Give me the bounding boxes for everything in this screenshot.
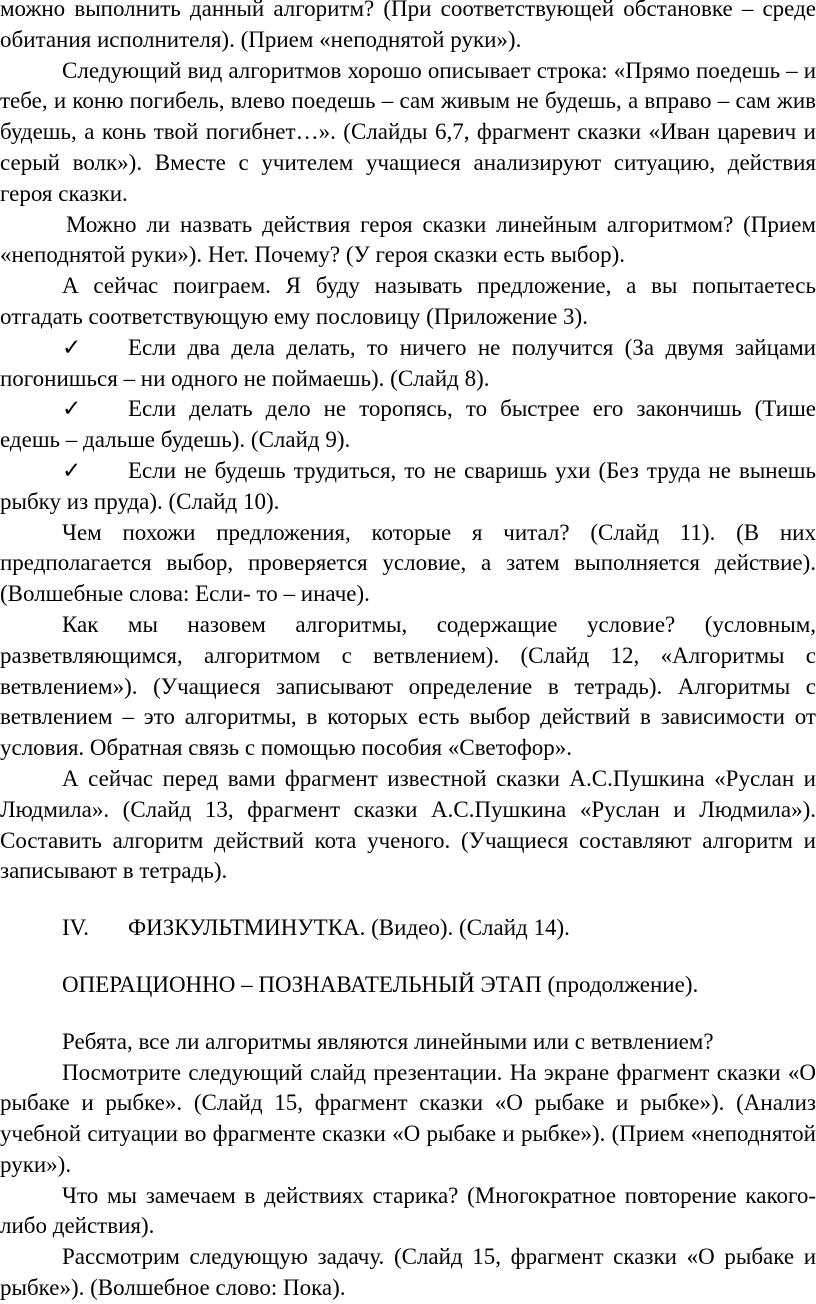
paragraph-old-man: Что мы замечаем в действиях старика? (Многократное повторение какого-либо действия). <box>0 1182 816 1239</box>
paragraph-continuation: можно выполнить данный алгоритм? (При соответствующей обстановке – среде обитания исполнителя). (Прием «неподнятой руки»). <box>0 0 816 52</box>
check-list-item <box>0 394 816 456</box>
checkmark-icon: ✓ <box>62 396 82 422</box>
spacer <box>0 887 816 913</box>
paragraph-similarity: Чем похожи предложения, которые я читал? (Слайд 11). (В них предполагается выбор, проверяется условие, а затем выполняется действие). (Волшебные слова: Если- то – иначе). <box>0 519 816 607</box>
spacer <box>0 944 816 970</box>
section-heading-physical-minute <box>0 913 816 944</box>
paragraph-branching-definition: Как мы назовем алгоритмы, содержащие условие? (условным, разветвляющимся, алгоритмом с ветвлением). (Слайд 12, «Алгоритмы с ветвлением»). (Учащиеся записывают определение в тетрадь). Алгоритмы с ветвлением – это алгоритмы, в которых есть выбор действий в зависимости от условия. Обратная связь с помощью пособия «Светофор». <box>0 611 816 761</box>
paragraph-fairy-tale-string: Следующий вид алгоритмов хорошо описывает строка: «Прямо поедешь – и тебе, и коню погибель, влево поедешь – сам живым не будешь, а вправо – сам жив будешь, а конь твой погибнет…». (Слайды 6,7, фрагмент сказки «Иван царевич и серый волк»). Вместе с учителем учащиеся анализируют ситуацию, действия героя сказки. <box>0 57 816 206</box>
check-list-item <box>0 456 816 518</box>
paragraph-question: Ребята, все ли алгоритмы являются линейными или с ветвлением? <box>62 1028 714 1054</box>
check-list-item <box>0 333 816 395</box>
section-number: IV. <box>62 915 90 941</box>
checkmark-icon: ✓ <box>62 334 82 360</box>
check-list-item-text: Если делать дело не торопясь, то быстрее его закончишь (Тише едешь – дальше будешь). (Слайд 9). <box>0 396 816 453</box>
paragraph-pushkin: А сейчас перед вами фрагмент известной сказки А.С.Пушкина «Руслан и Людмила». (Слайд 13, фрагмент сказки А.С.Пушкина «Руслан и Людмила»). Составить алгоритм действий кота ученого. (Учащиеся составляют алгоритм и записывают в тетрадь). <box>0 765 816 884</box>
stage-heading: ОПЕРАЦИОННО – ПОЗНАВАТЕЛЬНЫЙ ЭТАП (продолжение). <box>62 971 699 997</box>
paragraph-fisherman: Посмотрите следующий слайд презентации. На экране фрагмент сказки «О рыбаке и рыбке». (Слайд 15, фрагмент сказки «О рыбаке и рыбке»). (Анализ учебной ситуации во фрагменте сказки «О рыбаке и рыбке»). (Прием «неподнятой руки»). <box>0 1059 816 1177</box>
check-list-item-text: Если не будешь трудиться, то не сваришь ухи (Без труда не вынешь рыбку из пруда). (Слайд 10). <box>0 457 816 514</box>
check-list-item-text: Если два дела делать, то ничего не получится (За двумя зайцами погонишься – ни одного не поймаешь). (Слайд 8). <box>0 334 816 391</box>
paragraph-linear-question: Можно ли назвать действия героя сказки линейным алгоритмом? (Прием «неподнятой руки»). Нет. Почему? (У героя сказки есть выбор). <box>0 211 816 268</box>
paragraph-task: Рассмотрим следующую задачу. (Слайд 15, фрагмент сказки «О рыбаке и рыбке»). (Волшебное слово: Пока). <box>0 1244 816 1301</box>
checkmark-icon: ✓ <box>62 457 82 483</box>
spacer <box>0 1001 816 1027</box>
paragraph-game: А сейчас поиграем. Я буду называть предложение, а вы попытаетесь отгадать соответствующую ему пословицу (Приложение 3). <box>0 273 816 329</box>
section-title: ФИЗКУЛЬТМИНУТКА. (Видео). (Слайд 14). <box>128 915 570 941</box>
